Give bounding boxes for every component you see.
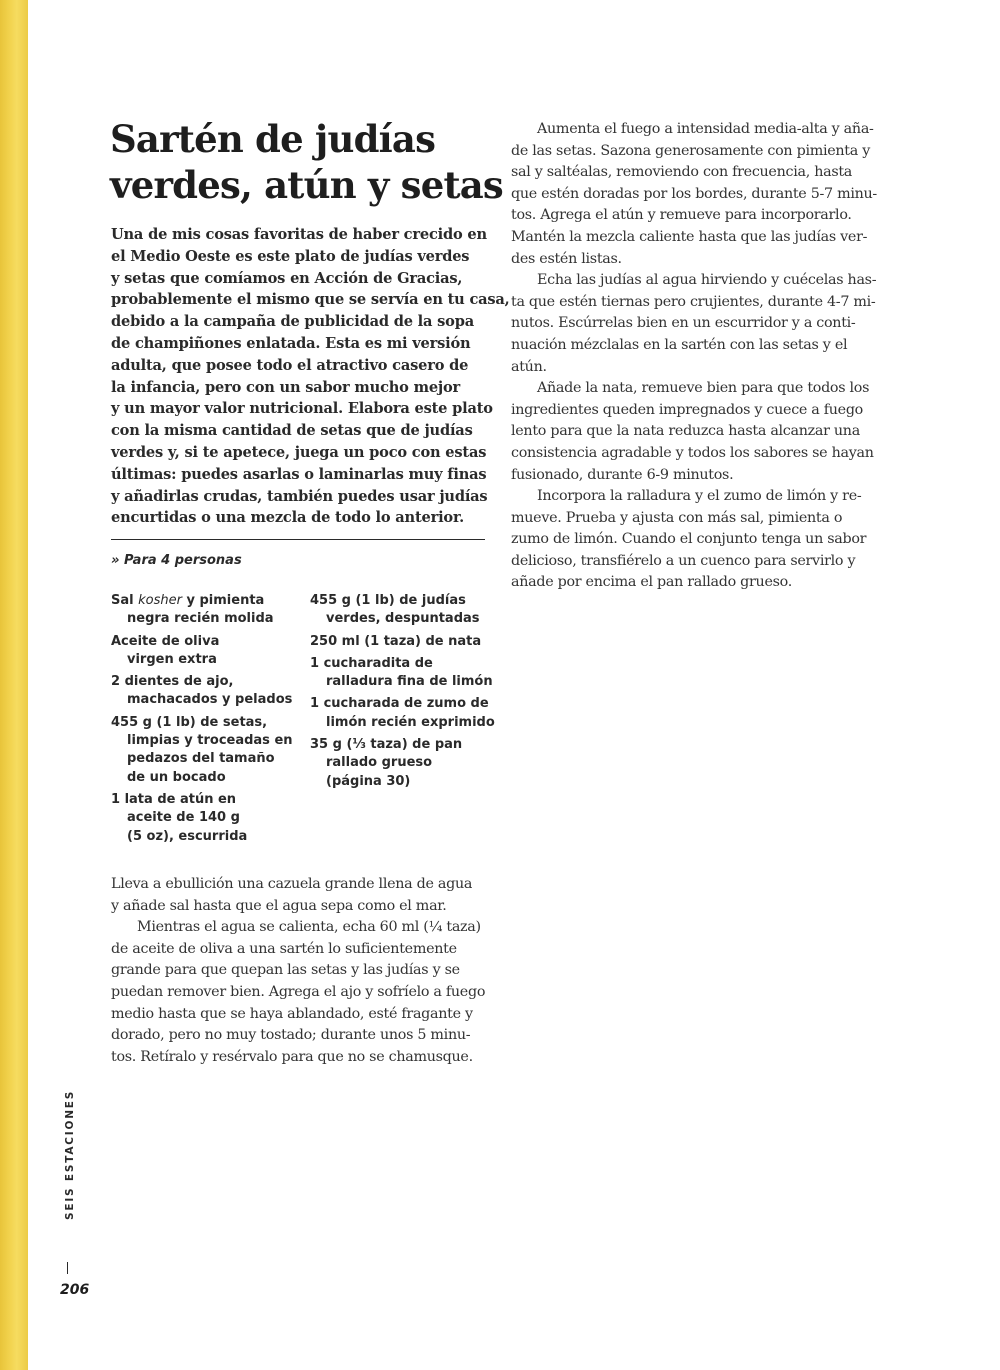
ingredient-line: machacados y pelados — [127, 692, 293, 708]
ingredient-item — [310, 655, 495, 692]
method-line: y añade sal hasta que el agua sepa como el mar. — [111, 897, 447, 914]
method-line: Echa las judías al agua hirviendo y cuécelas has- — [537, 272, 877, 289]
ingredient-line: (página 30) — [326, 773, 411, 789]
title-line: Sartén de judías — [110, 117, 436, 161]
method-line: lento para que la nata reduzca hasta alcanzar una — [511, 423, 860, 440]
servings-label: » Para 4 personas — [111, 553, 242, 568]
method-line: Añade la nata, remueve bien para que todos los — [537, 380, 870, 397]
ingredient-line: negra recién molida — [127, 611, 274, 627]
ingredient-line: limpias y troceadas en — [127, 733, 293, 749]
method-line: añade por encima el pan rallado grueso. — [511, 574, 792, 591]
ingredient-item — [111, 592, 293, 629]
method-line: sal y saltéalas, removiendo con frecuencia, hasta — [511, 164, 853, 181]
ingredient-line: Aceite de oliva — [111, 633, 220, 649]
method-right-column — [511, 119, 891, 594]
ingredient-item — [111, 673, 293, 710]
section-label: SEIS ESTACIONES — [64, 1089, 76, 1220]
intro-line: el Medio Oeste es este plato de judías verdes — [111, 247, 470, 265]
ingredient-item — [310, 633, 495, 651]
ingredient-line: de un bocado — [127, 769, 226, 785]
ingredient-line: pedazos del tamaño — [127, 751, 275, 767]
ingredients-list-left — [111, 592, 293, 850]
ingredient-line: verdes, despuntadas — [326, 611, 480, 627]
recipe-intro — [111, 224, 510, 529]
method-line: tos. Retíralo y resérvalo para que no se chamusque. — [111, 1048, 473, 1065]
intro-line: la infancia, pero con un sabor mucho mejor — [111, 378, 461, 396]
method-line: nuación mézclalas en la sartén con las setas y el — [511, 336, 848, 353]
method-line: puedan remover bien. Agrega el ajo y sofríelo a fuego — [111, 983, 486, 1000]
page-number: 206 — [60, 1282, 90, 1298]
method-line: atún. — [511, 358, 547, 375]
ingredient-item — [310, 736, 495, 791]
ingredients-list-right — [310, 592, 495, 795]
page-number-tick — [67, 1262, 68, 1274]
intro-line: y setas que comíamos en Acción de Gracias, — [111, 269, 463, 287]
method-line: ta que estén tiernas pero crujientes, durante 4-7 mi- — [511, 293, 876, 310]
ingredient-line: (5 oz), escurrida — [127, 828, 248, 844]
ingredient-line: limón recién exprimido — [326, 714, 495, 730]
method-line: Incorpora la ralladura y el zumo de limón y re- — [537, 488, 862, 505]
ingredient-line: rallado grueso — [326, 755, 433, 771]
ingredient-line: 1 cucharadita de — [310, 655, 433, 671]
ingredient-line: 1 cucharada de zumo de — [310, 696, 489, 712]
ingredient-line: 250 ml (1 taza) de nata — [310, 633, 482, 649]
method-line: fusionado, durante 6-9 minutos. — [511, 466, 734, 483]
method-line: Mantén la mezcla caliente hasta que las judías ver- — [511, 228, 868, 245]
ingredient-line: ralladura fina de limón — [326, 674, 493, 690]
method-line: de las setas. Sazona generosamente con pimienta y — [511, 142, 871, 159]
ingredient-item — [111, 714, 293, 787]
intro-line: Una de mis cosas favoritas de haber crecido en — [111, 226, 487, 243]
ingredient-line: 455 g (1 lb) de judías — [310, 593, 466, 608]
intro-line: encurtidas o una mezcla de todo lo anterior. — [111, 509, 464, 527]
intro-line: y un mayor valor nutricional. Elabora este plato — [111, 400, 493, 418]
method-left-column — [111, 874, 491, 1068]
ingredient-line — [111, 592, 293, 610]
ingredient-item — [111, 633, 293, 670]
method-line: que estén doradas por los bordes, durante 5-7 minu- — [511, 185, 877, 202]
method-line: tos. Agrega el atún y remueve para incorporarlo. — [511, 207, 852, 224]
ingredient-line: aceite de 140 g — [127, 810, 240, 826]
method-line: dorado, pero no muy tostado; durante unos 5 minu- — [111, 1027, 471, 1044]
intro-line: verdes y, si te apetece, juega un poco con estas — [111, 443, 487, 461]
method-line: zumo de limón. Cuando el conjunto tenga un sabor — [511, 531, 867, 548]
intro-line: de champiñones enlatada. Esta es mi versión — [111, 334, 471, 352]
intro-line: adulta, que posee todo el atractivo casero de — [111, 356, 469, 374]
method-line: Lleva a ebullición una cazuela grande llena de agua — [111, 876, 473, 892]
ingredient-line: 455 g (1 lb) de setas, — [111, 714, 268, 730]
method-line: nutos. Escúrrelas bien en un escurridor y a conti- — [511, 315, 856, 332]
method-line: mueve. Prueba y ajusta con más sal, pimienta o — [511, 509, 843, 526]
ingredient-line: 1 lata de atún en — [111, 791, 237, 807]
yellow-edge-strip — [0, 0, 28, 1370]
intro-line: probablemente el mismo que se servía en tu casa, — [111, 291, 510, 309]
ingredient-text: y pimienta — [181, 593, 265, 608]
ingredient-item — [310, 695, 495, 732]
ingredient-item — [310, 592, 495, 629]
ingredient-line: 2 dientes de ajo, — [111, 674, 234, 690]
intro-line: últimas: puedes asarlas o laminarlas muy finas — [111, 465, 487, 483]
recipe-title — [110, 116, 510, 208]
method-line: delicioso, transfiérelo a un cuenco para servirlo y — [511, 552, 856, 569]
method-line: consistencia agradable y todos los sabores se hayan — [511, 444, 874, 461]
method-line: Aumenta el fuego a intensidad media-alta y aña- — [537, 121, 874, 137]
method-line: Mientras el agua se calienta, echa 60 ml (¼ taza) — [137, 919, 481, 936]
intro-line: y añadirlas crudas, también puedes usar judías — [111, 487, 488, 505]
section-divider — [111, 539, 485, 540]
method-line: des estén listas. — [511, 250, 622, 267]
method-line: grande para que quepan las setas y las judías y se — [111, 962, 460, 979]
ingredient-text: Sal — [111, 593, 139, 608]
method-line: ingredientes queden impregnados y cuece a fuego — [511, 401, 863, 418]
intro-line: con la misma cantidad de setas que de judías — [111, 422, 473, 440]
ingredient-line: 35 g (⅓ taza) de pan — [310, 737, 463, 753]
ingredient-emphasis: kosher — [138, 593, 182, 608]
ingredient-item — [111, 791, 293, 846]
method-line: medio hasta que se haya ablandado, esté fragante y — [111, 1005, 473, 1022]
method-line: de aceite de oliva a una sartén lo suficientemente — [111, 940, 457, 957]
ingredient-line: virgen extra — [127, 651, 217, 667]
title-line: verdes, atún y setas — [110, 163, 503, 207]
intro-line: debido a la campaña de publicidad de la sopa — [111, 313, 474, 331]
